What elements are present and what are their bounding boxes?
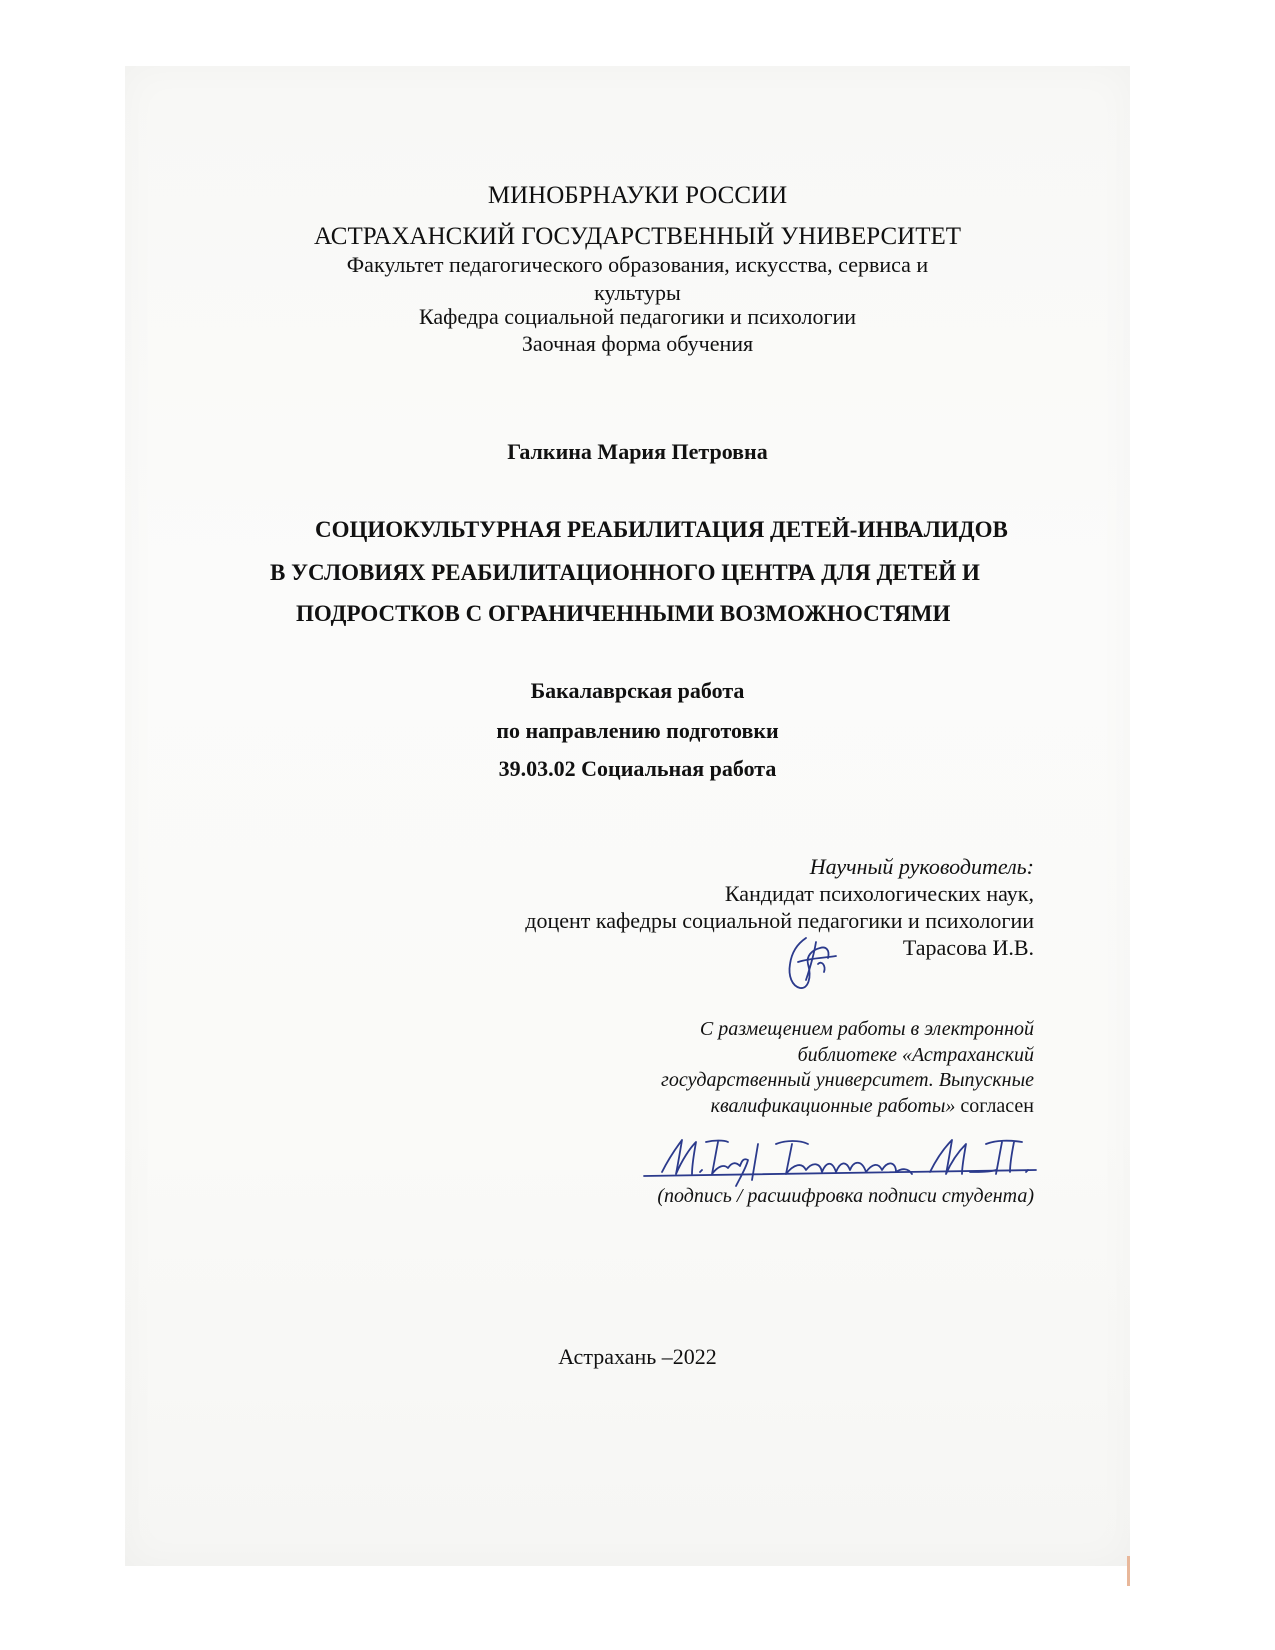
supervisor-position: доцент кафедры социальной педагогики и психологии — [525, 908, 1034, 933]
consent-line4-regular: согласен — [955, 1095, 1034, 1117]
consent-line1: С размещением работы в электронной — [699, 1018, 1034, 1040]
consent-line2: библиотеке «Астраханский — [797, 1044, 1034, 1066]
work-direction: по направлению подготовки — [496, 718, 779, 743]
signature-caption: (подпись / расшифровка подписи студента) — [657, 1185, 1034, 1207]
city-year: Астрахань –2022 — [558, 1344, 717, 1369]
work-type: Бакалаврская работа — [530, 678, 745, 703]
faculty-name-line1: Факультет педагогического образования, искусства, сервиса и — [346, 252, 929, 277]
faculty-name-line2: культуры — [594, 280, 681, 305]
author-name: Галкина Мария Петровна — [507, 439, 768, 464]
supervisor-label: Научный руководитель: — [809, 854, 1034, 879]
consent-line3: государственный университет. Выпускные — [661, 1069, 1034, 1091]
supervisor-name: Тарасова И.В. — [902, 935, 1034, 960]
student-signature — [640, 1130, 1040, 1192]
supervisor-degree: Кандидат психологических наук, — [724, 881, 1034, 906]
thesis-title-line2: В УСЛОВИЯХ РЕАБИЛИТАЦИОННОГО ЦЕНТРА ДЛЯ ДЕТЕЙ И — [270, 560, 980, 585]
consent-line4 — [711, 1096, 1034, 1116]
thesis-title-line3: ПОДРОСТКОВ С ОГРАНИЧЕННЫМИ ВОЗМОЖНОСТЯМИ — [296, 601, 951, 626]
work-code: 39.03.02 Социальная работа — [498, 756, 777, 781]
department-name: Кафедра социальной педагогики и психологии — [418, 304, 857, 329]
paper-edge-mark — [1127, 1556, 1130, 1586]
consent-line4-italic: квалификационные работы» — [710, 1095, 956, 1117]
ministry-name: МИНОБРНАУКИ РОССИИ — [487, 182, 788, 209]
supervisor-signature — [770, 928, 840, 998]
thesis-title-line1: СОЦИОКУЛЬТУРНАЯ РЕАБИЛИТАЦИЯ ДЕТЕЙ-ИНВАЛИДОВ — [315, 517, 1008, 542]
university-name: АСТРАХАНСКИЙ ГОСУДАРСТВЕННЫЙ УНИВЕРСИТЕТ — [313, 223, 962, 250]
study-form: Заочная форма обучения — [521, 331, 754, 356]
